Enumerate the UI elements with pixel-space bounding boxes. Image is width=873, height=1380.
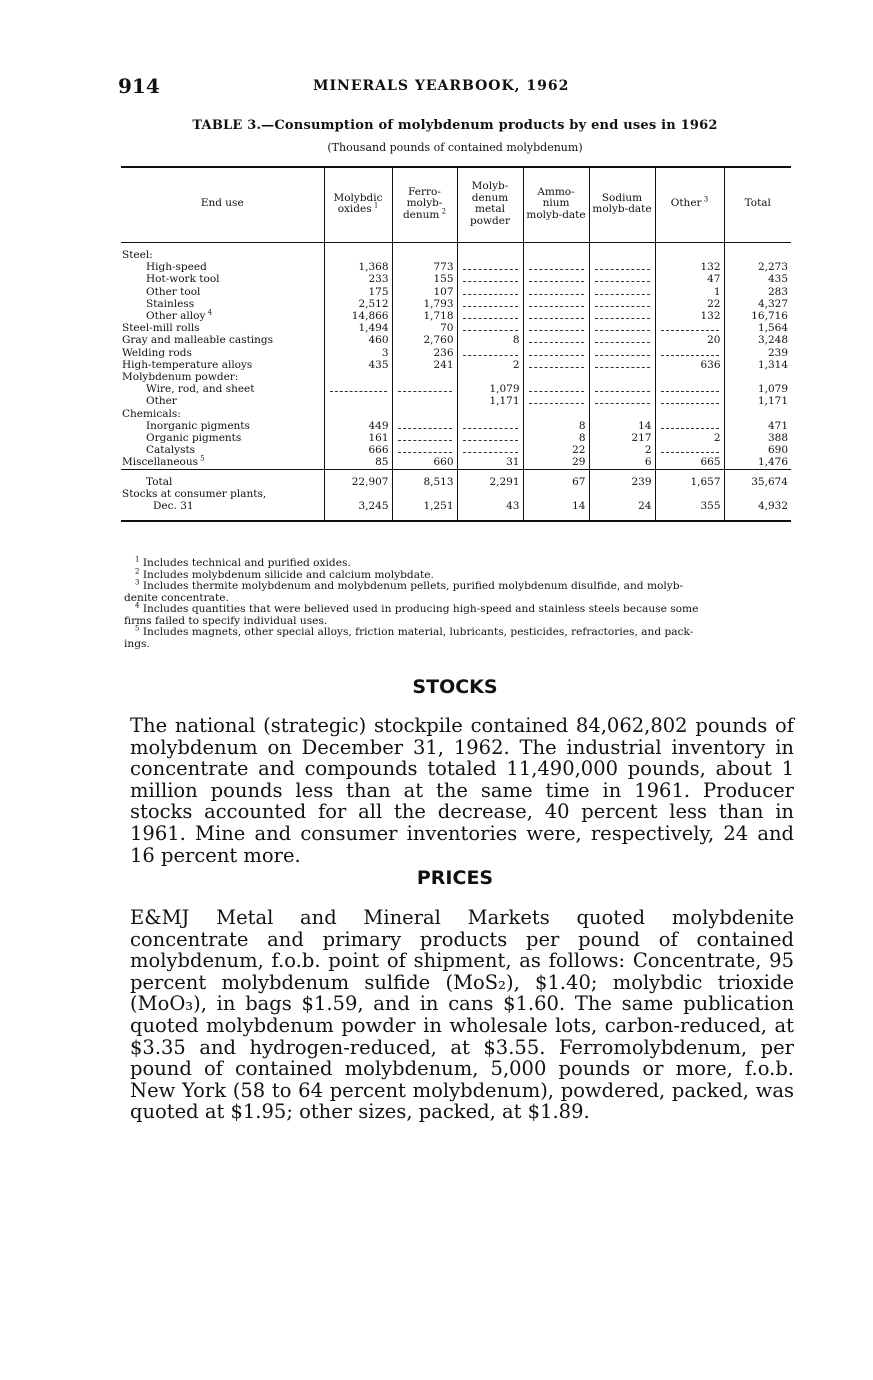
cell <box>724 488 791 500</box>
table-row <box>121 420 791 432</box>
table-row <box>121 334 791 346</box>
table-header-row <box>121 167 791 243</box>
consumption-table <box>121 166 791 522</box>
table-row <box>121 347 791 359</box>
cell <box>589 322 655 334</box>
cell <box>589 298 655 310</box>
cell <box>655 395 724 407</box>
cell <box>324 249 392 261</box>
cell: 22 <box>655 298 724 310</box>
row-label: Other <box>146 395 177 408</box>
stocks-heading: STOCKS <box>412 676 498 698</box>
cell <box>523 359 589 371</box>
cell: 161 <box>324 432 392 444</box>
cell: 1,793 <box>392 298 457 310</box>
footnote-continuation: firms failed to specify individual uses. <box>124 614 328 627</box>
cell <box>589 395 655 407</box>
cell: 660 <box>392 456 457 469</box>
cell: 471 <box>724 420 791 432</box>
cell <box>523 395 589 407</box>
cell <box>589 408 655 420</box>
cell <box>523 383 589 395</box>
footnote: $^3$ Includes thermite molybdenum and molybdenum pellets, purified molybdenum disulfide, and molyb- <box>135 578 684 592</box>
table-row <box>121 310 791 322</box>
cell <box>655 322 724 334</box>
cell: 449 <box>324 420 392 432</box>
column-header: Molybdic oxides $^1$ <box>324 167 392 243</box>
cell: 3,245 <box>324 500 392 521</box>
prices-paragraph: E&MJ Metal and Mineral Markets quoted molybdenite concentrate and primary products per pound of contained molybdenum, f.o.b. point of shipment, as follows: Concentrate, 95 percent molybdenum sulfide (MoS₂), $1.40; molybdic trioxide (MoO₃), in bags $1.59, and in cans $1.60. The same publication quoted molybdenum powder in wholesale lots, carbon-reduced, at $3.35 and hydrogen-reduced, at $3.55. Ferromolybdenum, per pound of contained molybdenum, 5,000 pounds or more, f.o.b. New York (58 to 64 percent molybdenum), powdered, packed, was quoted at $1.95; other sizes, packed, at $1.89. <box>130 906 794 1124</box>
table-row <box>121 456 791 469</box>
cell: 1,476 <box>724 456 791 469</box>
table-row <box>121 444 791 456</box>
cell: 2,291 <box>457 469 523 488</box>
cell: 435 <box>724 273 791 285</box>
cell: 1,251 <box>392 500 457 521</box>
cell <box>392 408 457 420</box>
cell: 16,716 <box>724 310 791 322</box>
cell: 8,513 <box>392 469 457 488</box>
cell: 666 <box>324 444 392 456</box>
cell <box>523 488 589 500</box>
cell: 132 <box>655 261 724 273</box>
cell: 8 <box>457 334 523 346</box>
cell: 388 <box>724 432 791 444</box>
cell: 6 <box>589 456 655 469</box>
table-row <box>121 383 791 395</box>
cell: 132 <box>655 310 724 322</box>
column-header: Molyb-denum metal powder <box>457 167 523 243</box>
page-number: 914 <box>118 74 160 98</box>
row-label: Steel: <box>122 249 153 261</box>
cell: 636 <box>655 359 724 371</box>
cell: 22,907 <box>324 469 392 488</box>
cell: 460 <box>324 334 392 346</box>
cell <box>589 261 655 273</box>
cell <box>655 408 724 420</box>
running-title: MINERALS YEARBOOK, 1962 <box>313 78 570 94</box>
cell <box>457 371 523 383</box>
cell <box>589 383 655 395</box>
cell <box>392 432 457 444</box>
cell <box>392 383 457 395</box>
cell <box>523 334 589 346</box>
table-row <box>121 273 791 285</box>
cell <box>655 444 724 456</box>
cell <box>392 395 457 407</box>
cell: 14,866 <box>324 310 392 322</box>
row-label: Organic pigments <box>146 432 242 445</box>
cell <box>457 322 523 334</box>
cell: 29 <box>523 456 589 469</box>
footnote: $^5$ Includes magnets, other special alloys, friction material, lubricants, pesticides, refractories, and pack- <box>135 624 694 638</box>
row-label: Other tool <box>146 285 201 298</box>
cell: 70 <box>392 322 457 334</box>
cell <box>392 249 457 261</box>
cell <box>457 347 523 359</box>
cell <box>724 371 791 383</box>
cell: 435 <box>324 359 392 371</box>
cell <box>457 408 523 420</box>
cell <box>589 371 655 383</box>
cell <box>523 408 589 420</box>
cell: 239 <box>724 347 791 359</box>
cell: 47 <box>655 273 724 285</box>
cell: 1,171 <box>457 395 523 407</box>
cell: 1,657 <box>655 469 724 488</box>
row-label: Welding rods <box>122 346 192 359</box>
row-label: Chemicals: <box>122 407 181 420</box>
cell: 1 <box>655 286 724 298</box>
cell <box>655 249 724 261</box>
cell <box>655 420 724 432</box>
row-label: Wire, rod, and sheet <box>146 383 255 396</box>
cell <box>392 488 457 500</box>
cell <box>589 347 655 359</box>
cell <box>457 261 523 273</box>
table-row <box>121 500 791 521</box>
cell <box>324 383 392 395</box>
cell: 85 <box>324 456 392 469</box>
row-label: High-temperature alloys <box>122 358 253 371</box>
cell <box>655 383 724 395</box>
cell: 665 <box>655 456 724 469</box>
cell: 690 <box>724 444 791 456</box>
row-label: Gray and malleable castings <box>122 334 274 347</box>
table-row <box>121 249 791 261</box>
table-row <box>121 408 791 420</box>
row-label: Stainless <box>146 297 195 310</box>
cell <box>523 347 589 359</box>
row-label: Steel-mill rolls <box>122 322 200 335</box>
row-label: Molybdenum powder: <box>122 371 239 384</box>
cell <box>589 273 655 285</box>
cell: 1,079 <box>724 383 791 395</box>
cell <box>655 347 724 359</box>
cell: 107 <box>392 286 457 298</box>
cell <box>589 249 655 261</box>
stocks-paragraph: The national (strategic) stockpile contained 84,062,802 pounds of molybdenum on December 31, 1962. The industrial inventory in concentrate and compounds totaled 11,490,000 pounds, about 1 million pounds less than at the same time in 1961. Producer stocks accounted for all the decrease, 40 percent less than in 1961. Mine and consumer inventories were, respectively, 24 and 16 percent more. <box>130 714 794 867</box>
cell: 1,718 <box>392 310 457 322</box>
cell <box>457 420 523 432</box>
cell <box>457 432 523 444</box>
cell: 4,932 <box>724 500 791 521</box>
cell: 4,327 <box>724 298 791 310</box>
cell <box>324 371 392 383</box>
cell: 773 <box>392 261 457 273</box>
cell: 1,314 <box>724 359 791 371</box>
table-row <box>121 322 791 334</box>
column-header: Ammo-nium molyb-date <box>523 167 589 243</box>
cell: 1,079 <box>457 383 523 395</box>
column-header: Ferro-molyb-denum $^2$ <box>392 167 457 243</box>
column-header: Total <box>724 167 791 243</box>
cell <box>589 334 655 346</box>
cell <box>589 286 655 298</box>
row-label: Miscellaneous $^5$ <box>122 454 205 469</box>
row-label: Hot-work tool <box>146 273 220 286</box>
cell <box>457 273 523 285</box>
cell: 155 <box>392 273 457 285</box>
cell: 2 <box>457 359 523 371</box>
cell <box>523 310 589 322</box>
prices-heading: PRICES <box>416 867 494 889</box>
footnote: $^2$ Includes molybdenum silicide and calcium molybdate. <box>135 566 434 581</box>
footnotes <box>124 555 796 650</box>
cell: 355 <box>655 500 724 521</box>
row-label: Dec. 31 <box>153 500 194 513</box>
cell: 43 <box>457 500 523 521</box>
cell <box>589 310 655 322</box>
cell <box>392 371 457 383</box>
cell: 2 <box>589 444 655 456</box>
cell <box>523 322 589 334</box>
running-header <box>118 74 792 100</box>
cell <box>523 249 589 261</box>
footnote-continuation: ings. <box>124 637 150 650</box>
cell: 233 <box>324 273 392 285</box>
table-row <box>121 432 791 444</box>
table-row <box>121 395 791 407</box>
table-row <box>121 371 791 383</box>
cell: 2,273 <box>724 261 791 273</box>
row-label: Other alloy $^4$ <box>146 308 213 323</box>
column-header: End use <box>121 167 324 243</box>
cell <box>724 249 791 261</box>
cell: 14 <box>589 420 655 432</box>
footnote: $^4$ Includes quantities that were believed used in producing high-speed and stainless steels because some <box>135 601 699 615</box>
cell <box>324 395 392 407</box>
table-row <box>121 286 791 298</box>
cell: 1,171 <box>724 395 791 407</box>
cell: 239 <box>589 469 655 488</box>
row-label: Stocks at consumer plants, <box>122 487 267 500</box>
cell <box>589 359 655 371</box>
cell: 31 <box>457 456 523 469</box>
cell: 217 <box>589 432 655 444</box>
table-row <box>121 488 791 500</box>
row-label: High-speed <box>146 261 207 274</box>
cell <box>724 408 791 420</box>
cell <box>523 261 589 273</box>
cell <box>523 298 589 310</box>
cell: 67 <box>523 469 589 488</box>
cell: 3 <box>324 347 392 359</box>
column-header: Sodium molyb-date <box>589 167 655 243</box>
cell: 8 <box>523 420 589 432</box>
cell <box>523 286 589 298</box>
footnote: $^1$ Includes technical and purified oxides. <box>135 555 351 569</box>
table-row <box>121 298 791 310</box>
cell: 20 <box>655 334 724 346</box>
footnote-continuation: denite concentrate. <box>124 591 229 604</box>
cell <box>457 249 523 261</box>
cell: 2,512 <box>324 298 392 310</box>
cell <box>523 371 589 383</box>
row-label: Total <box>121 469 324 488</box>
table-row <box>121 469 791 488</box>
cell: 8 <box>523 432 589 444</box>
cell <box>655 371 724 383</box>
cell: 2 <box>655 432 724 444</box>
cell: 1,564 <box>724 322 791 334</box>
table-row <box>121 359 791 371</box>
cell <box>392 444 457 456</box>
table-subtitle: (Thousand pounds of contained molybdenum) <box>327 141 583 154</box>
cell: 283 <box>724 286 791 298</box>
cell: 175 <box>324 286 392 298</box>
cell <box>589 488 655 500</box>
cell: 14 <box>523 500 589 521</box>
cell: 1,368 <box>324 261 392 273</box>
table-row <box>121 261 791 273</box>
cell: 24 <box>589 500 655 521</box>
cell <box>457 444 523 456</box>
cell <box>392 420 457 432</box>
cell <box>324 408 392 420</box>
cell: 241 <box>392 359 457 371</box>
cell: 3,248 <box>724 334 791 346</box>
cell: 35,674 <box>724 469 791 488</box>
cell <box>655 488 724 500</box>
cell <box>523 273 589 285</box>
cell: 22 <box>523 444 589 456</box>
cell: 2,760 <box>392 334 457 346</box>
row-label: Catalysts <box>146 444 196 457</box>
column-header: Other $^3$ <box>655 167 724 243</box>
cell: 1,494 <box>324 322 392 334</box>
cell <box>457 310 523 322</box>
cell <box>457 488 523 500</box>
table-title: TABLE 3.—Consumption of molybdenum products by end uses in 1962 <box>192 118 718 133</box>
cell <box>457 286 523 298</box>
cell <box>324 488 392 500</box>
cell <box>457 298 523 310</box>
row-label: Inorganic pigments <box>146 419 250 432</box>
cell: 236 <box>392 347 457 359</box>
